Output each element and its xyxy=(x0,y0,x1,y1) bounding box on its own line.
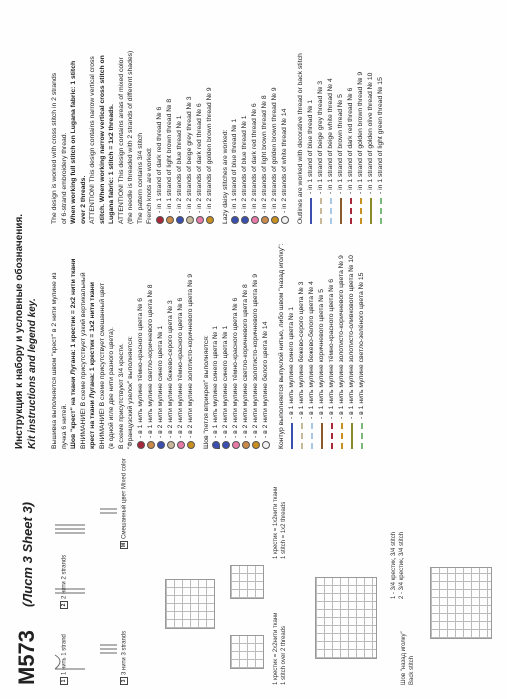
subtitle-en: Kit instructions and legend key. xyxy=(27,298,38,449)
backstitch-legend: Шов "назад иголку" Back stitch xyxy=(401,631,415,685)
ru-column: Вышивка выполняется швом "крест" в 2 нити мулине из пучка 6 нитей. Шов "крест" на ткани Лугана: 1 крестик = 2x2 нити ткани ВНИМАНИЕ! В схеме присутствует узкий вертикальный крест на ткани Лугана: 1 крестик = 1x2 нити ткани ВНИМАНИЕ! В схеме присутствует смешанный цвет (в одной игле две нити разного цвета). В схеме присутствуют 3/4 крести. "Французский узелок" выполняется: - в 1 нить мулине тёмно-красного цвета № 6 - в 1 нить мулине светло-коричневого цвета № 8 - в 2 нити мулине синего цвета № 1 - в 2 нити мулине бежево-серого цвета № 3 - в 2 нити мулине тёмно-красного цвета № 6 - в 2 нити мулине золотисто-коричневого цвета № 9 Шов "петля вприкреп" выполняется: - в 1 нить мулине синего цвета № 1 - в 2 нити мулине синего цвета № 1 - в 2 нити мулине тёмно-красного цвета № 6 - в 2 нити мулине светло-коричневого цвета № 8 - в 2 нити мулине золотисто-коричневого цвета № 9 - в 2 нити мулине белого цвета № 14 Контур выполняется выпуклой нитью, либо швом "назад иголку": - в 1 нить мулине синего цвета № 1 - в 1 нить мулине бежево-серого цвета № 3 - в 1 нить мулине бежево-белого цвета № 4 - в 1 нить мулине коричневого цвета № 5 - в 1 нить мулине тёмно-красного цвета № 6 - в 1 нить мулине золотисто-коричневого цвета № 9 - в 1 нить мулине золотисто-оливкового цвета № 10 - в 1 нить мулине светло-зелёного цвета № 15 xyxy=(51,243,365,449)
subtitle-ru: Инструкция к набору и условные обозначения. xyxy=(14,213,25,449)
cross-stitch-diagram xyxy=(165,579,215,629)
quarter-diagram xyxy=(430,567,492,639)
legend-2strands: 22 нити 2 strands xyxy=(60,555,69,609)
backstitch-diagram xyxy=(315,577,377,659)
cross-note-2: 1 крестик = 1x2нити ткани 1 stitch = 1x2 threads xyxy=(273,486,287,559)
legend-3strands: 33 нити 3 strands xyxy=(120,631,129,685)
three-quarter-legend: 1 - 3/4 крестик, 3/4 stitch 2 - 3/4 крестик, 3/4 stitch xyxy=(391,531,405,599)
legend-mixed: MСмешанный цвет Mixed color xyxy=(121,458,128,548)
strand-illustration xyxy=(45,459,120,679)
legend-1strand: 11 нить 1 strand xyxy=(60,634,69,685)
sheet-label: (Лист 3 Sheet 3) xyxy=(20,501,35,607)
stitch-grid-2 xyxy=(230,565,264,599)
en-column: The design is worked with cross stitch in 2 strands of 6-strand embroidery thread. When working full stitch on Lugana fabric: 1 stitch over 2 threads. ATTENTION! This design contains narrow vertical cross stitch. When working narrow vertical cross stitch on Lugana fabric: 1 stitch = 1x2 threads. ATTENTION! This design contains areas of mixed color (the needle is threaded with 2 strands of different shades) The pattern contains 3/4 stitch French knots are worked: - in 1 strand of dark red thread № 6 - in 1 strand of light brown thread № 8 - in 2 strands of blue thread № 1 - in 2 strands of beige grey thread № 3 - in 2 strands of dark red thread № 6 - in 2 strands of golden brown thread № 9 Lazy daisy stitches are worked: - in 1 strand of blue thread № 1 - in 2 strands of blue thread № 1 - in 2 strands of dark red thread № 6 - in 2 strands of light brown thread № 8 - in 2 strands of golden brown thread № 9 - in 2 strands of white thread № 14 Outlines are worked with decorative thread or back stitch - in 1 strand of blue thread № 1 - in 1 strand of beige grey thread № 3 - in 1 strand of beige white thread № 4 - in 1 strand of brown thread № 5 - in 1 strand of dark red thread № 6 - in 1 strand of golden brown thread № 9 - in 1 strand of golden olive thread № 10 - in 1 strand of light green thread № 15 xyxy=(51,50,384,224)
stitch-grid-1 xyxy=(230,635,264,669)
kit-code: M573 xyxy=(14,629,39,685)
cross-note: 1 крестик = 2x2нити ткани 1 stitch over 2 threads xyxy=(273,612,287,685)
